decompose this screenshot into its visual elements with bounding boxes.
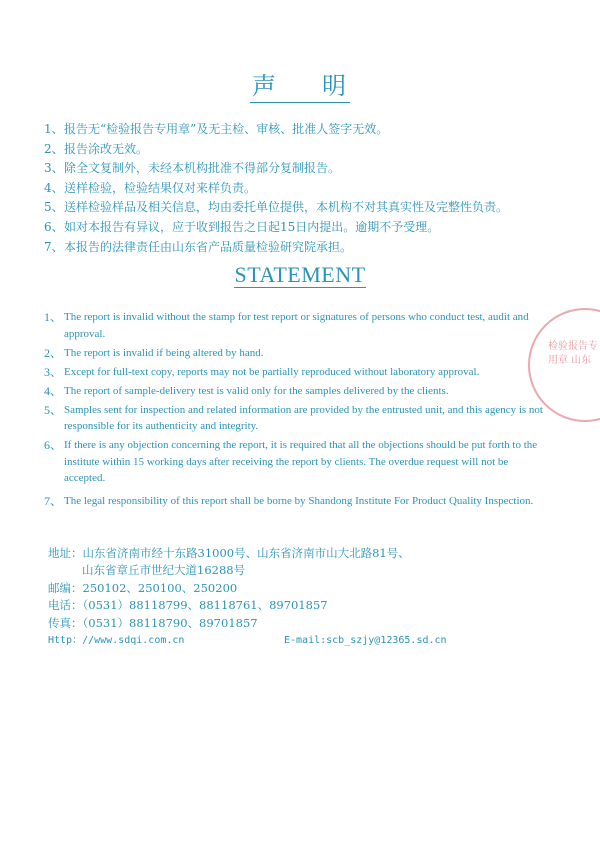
en-item-text: The report is invalid without the stamp for test report or signatures of persons who conduct test, audit and approval.: [64, 311, 529, 340]
cn-item-number: 6、: [44, 219, 64, 234]
fax-row: [48, 615, 568, 632]
en-item-7: [44, 493, 544, 510]
en-item-6: [44, 437, 544, 487]
postcode-row: [48, 580, 568, 597]
cn-item-text: 报告涂改无效。: [64, 141, 149, 156]
web-row: [48, 632, 568, 650]
cn-item-6: [44, 218, 574, 238]
cn-item-text: 送样检验样品及相关信息，均由委托单位提供，本机构不对其真实性及完整性负责。: [64, 200, 509, 215]
contact-block: [48, 545, 568, 650]
cn-item-5: [44, 198, 574, 218]
cn-item-number: 3、: [44, 161, 64, 176]
cn-item-text: 报告无“检验报告专用章”及无主检、审核、批准人签字无效。: [64, 122, 389, 136]
en-item-1: [44, 309, 544, 342]
en-item-3: [44, 364, 544, 381]
en-item-text: If there is any objection concerning the report, it is required that all the objections should be put forth to the institute within 15 working days after receiving the report by clients. The overdue request will not be accepted.: [64, 439, 538, 484]
english-title: [0, 262, 600, 288]
en-item-text: The report of sample-delivery test is valid only for the samples delivered by the clients.: [64, 384, 449, 397]
en-item-number: 3、: [44, 364, 63, 379]
en-item-text: The legal responsibility of this report shall be borne by Shandong Institute For Product Quality Inspection.: [64, 494, 534, 507]
address-line-2: 山东省章丘市世纪大道16288号: [82, 563, 246, 578]
cn-item-number: 2、: [44, 141, 64, 156]
en-item-number: 1、: [44, 310, 63, 324]
en-item-number: 4、: [44, 383, 63, 398]
chinese-statement-list: [44, 120, 574, 257]
en-item-text: Except for full-text copy, reports may not be partially reproduced without laboratory approval.: [64, 365, 480, 378]
en-item-number: 6、: [44, 438, 63, 452]
address-label: 地址：: [48, 546, 83, 560]
postcode-label: 邮编：: [48, 580, 83, 595]
title-char-1: 声: [252, 72, 278, 100]
en-item-number: 5、: [44, 402, 63, 417]
en-item-number: 2、: [44, 345, 63, 360]
stamp-lettering: 检验报告专用章 山东: [548, 341, 598, 366]
cn-item-text: 本报告的法律责任由山东省产品质量检验研究院承担。: [64, 239, 353, 254]
address-row-2: [48, 562, 568, 579]
en-item-text: Samples sent for inspection and related information are provided by the entrusted unit, and this agency is not responsible for its authenticity and integrity.: [64, 403, 543, 432]
cn-item-text: 如对本报告有异议，应于收到报告之日起15日内提出。逾期不予受理。: [64, 219, 440, 234]
cn-item-text: 送样检验，检验结果仅对来样负责。: [64, 180, 257, 195]
postcode-value: 250102、250100、250200: [82, 580, 238, 595]
title-char-2: 明: [322, 72, 348, 100]
phone-row: [48, 597, 568, 614]
en-item-2: [44, 345, 544, 362]
cn-item-3: [44, 159, 574, 179]
address-line-1: 山东省济南市经十东路31000号、山东省济南市山大北路81号、: [82, 546, 410, 560]
fax-label: 传真：: [48, 615, 83, 630]
cn-item-2: [44, 140, 574, 160]
chinese-title: [0, 66, 600, 103]
phone-label: 电话：: [48, 598, 83, 613]
cn-item-text: 除全文复制外，未经本机构批准不得部分复制报告。: [64, 161, 341, 176]
cn-item-1: [44, 120, 574, 140]
en-item-5: [44, 402, 544, 435]
english-statement-list: [44, 309, 544, 512]
fax-value: （0531）88118790、89701857: [82, 615, 258, 630]
en-item-text: The report is invalid if being altered by hand.: [64, 346, 264, 359]
address-row: [48, 545, 568, 562]
en-item-number: 7、: [44, 493, 63, 508]
phone-value: （0531）88118799、88118761、89701857: [82, 598, 328, 613]
cn-item-number: 7、: [44, 239, 64, 254]
website-link[interactable]: Http：//www.sdqi.com.cn: [48, 635, 185, 647]
email-link[interactable]: E-mail:scb_szjy@12365.sd.cn: [284, 635, 447, 647]
english-title-text: STATEMENT: [234, 262, 366, 287]
cn-item-7: [44, 238, 574, 258]
cn-item-number: 5、: [44, 200, 64, 215]
cn-item-4: [44, 179, 574, 199]
cn-item-number: 1、: [44, 122, 64, 136]
en-item-4: [44, 383, 544, 400]
cn-item-number: 4、: [44, 180, 64, 195]
